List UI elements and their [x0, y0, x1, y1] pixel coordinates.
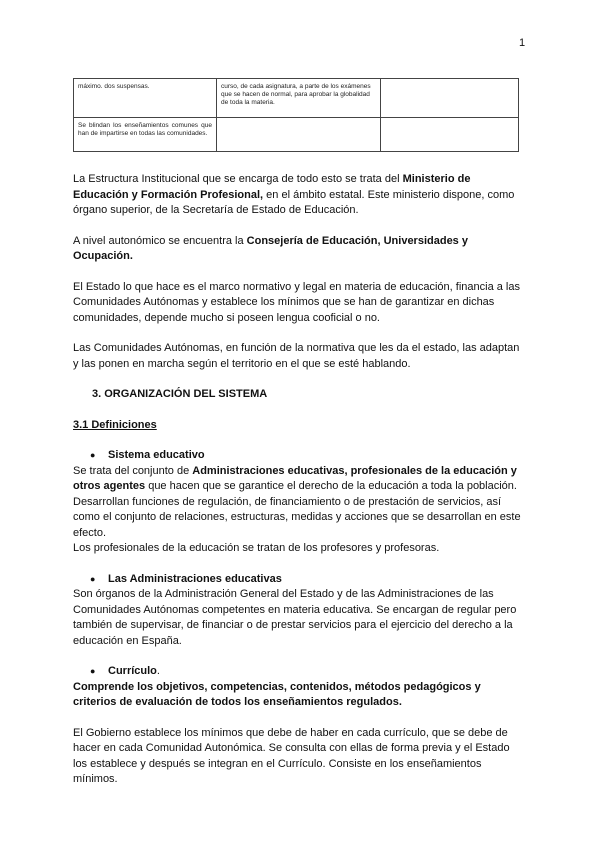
section-heading: 3. ORGANIZACIÓN DEL SISTEMA [92, 388, 268, 400]
table-row [74, 79, 519, 118]
continued-table [73, 78, 519, 152]
bullet-icon: ● [90, 450, 96, 460]
bullet-curriculo [73, 664, 525, 680]
table-row [74, 118, 519, 152]
table-cell: curso, de cada asignatura, a parte de los exámenes que se hacen de normal, para aprobar la globalidad de toda la materia. [217, 79, 381, 118]
paragraph-estado: El Estado lo que hace es el marco normativo y legal en materia de educación, financia a las Comunidades Autónomas y establece los mínimos que se han de garantizar en dichas comunidades, depende mucho si poseen lengua cooficial o no. [73, 280, 520, 324]
paragraph-autonomico [73, 234, 525, 265]
table-cell [381, 118, 519, 152]
bullet-icon: ● [90, 666, 96, 676]
subsection-heading: 3.1 Definiciones [73, 418, 157, 431]
table-cell: Se blindan los enseñamientos comunes que han de impartirse en todas las comunidades. [74, 118, 217, 152]
page-number: 1 [519, 37, 526, 49]
table-cell [381, 79, 519, 118]
bold-text: Administraciones educativas, profesionales de la educación y otros agentes [73, 464, 517, 492]
table-cell [217, 118, 381, 152]
paragraph-curriculo: El Gobierno establece los mínimos que debe de haber en cada currículo, que se debe de hacer en cada Comunidad Autonómica. Se consulta con ellas de forma previa y el Estado los establece y después se integran en el Currículo. Consiste en los enseñamientos mínimos. [73, 726, 510, 785]
bullet-icon: ● [90, 573, 96, 584]
text: que hacen que se garantice el derecho de la educación a toda la población. Desarrollan funciones de regulación, de financiamiento o de prestación de servicios, así como el conjunto de relaciones, estructuras, medidas y acciones que se desarrollan en este efecto. [73, 480, 521, 539]
text: . [156, 665, 160, 677]
bullet-title: Currículo [108, 665, 157, 677]
document-body [73, 172, 525, 788]
bullet-title: Sistema educativo [108, 449, 205, 461]
paragraph-curriculo-definition: Comprende los objetivos, competencias, contenidos, métodos pedagógicos y criterios de evaluación de todos los enseñamientos regulados. [73, 680, 481, 708]
bullet-title: Las Administraciones educativas [108, 572, 282, 585]
table-cell: máximo. dos suspensas. [74, 79, 217, 118]
paragraph-ministerio [73, 172, 525, 219]
paragraph-comunidades: Las Comunidades Autónomas, en función de la normativa que les da el estado, las adaptan y las ponen en marcha según el territorio en el que se esté hablando. [73, 342, 520, 370]
text: Se trata del conjunto de [73, 464, 193, 477]
paragraph-administraciones: Son órganos de la Administración General del Estado y de las Administraciones de las Comunidades Autónomas competentes en materia educativa. Se encargan de regular pero también de supervisar, de financiar o de prestar servicios para el ejercicio del derecho a la educación en España. [73, 588, 517, 647]
text: A nivel autonómico se encuentra la [73, 234, 247, 247]
paragraph-profesionales: Los profesionales de la educación se tratan de los profesores y profesoras. [73, 542, 440, 554]
bullet-administraciones [73, 572, 525, 588]
text: La Estructura Institucional que se encarga de todo esto se trata del [73, 173, 403, 185]
paragraph-sistema [73, 464, 525, 542]
bold-text: Consejería de Educación, Universidades y Ocupación. [73, 234, 468, 262]
bullet-sistema-educativo [73, 448, 525, 464]
bold-text: Ministerio de Educación y Formación Profesional, [73, 173, 471, 201]
text: en el ámbito estatal. Este ministerio dispone, como órgano superior, de la Secretaría de Estado de Educación. [73, 188, 515, 216]
